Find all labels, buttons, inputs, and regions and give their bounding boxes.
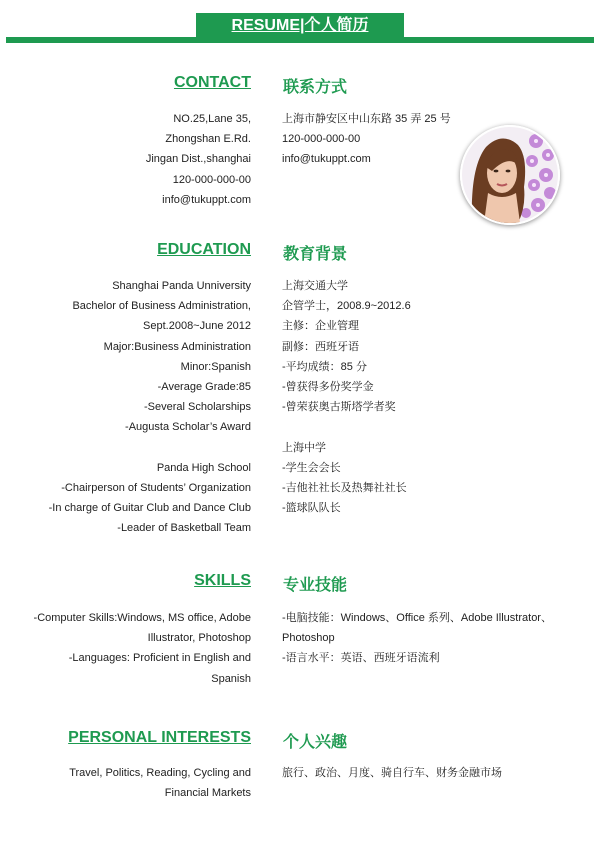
interests-en-line: Travel, Politics, Reading, Cycling and (69, 767, 251, 779)
education-cn-line: -平均成绩：85 分 (282, 360, 367, 373)
education-en-spacer (49, 438, 251, 458)
profile-photo (460, 125, 560, 225)
education-details-en (49, 276, 251, 539)
education-en-line: Shanghai Panda Unniversity (112, 280, 251, 292)
education-cn-line: -篮球队队长 (282, 502, 341, 515)
skills-en-line: -Languages: Proficient in English and (68, 652, 251, 665)
contact-address-line-3: Jingan Dist.,shanghai (145, 153, 251, 166)
contact-address-cn: 上海市静安区中山东路 35 弄 25 号 (282, 113, 451, 125)
contact-email-en: info@tukuppt.com (162, 193, 251, 206)
education-cn-line: -学生会会长 (282, 461, 341, 474)
contact-phone-en: 120-000-000-00 (172, 173, 251, 186)
skills-en-line: Illustrator, Photoshop (147, 632, 251, 645)
contact-heading-en: CONTACT (173, 74, 251, 91)
education-cn-line: 副修：西班牙语 (282, 340, 359, 353)
page-title: RESUME|个人简历 (196, 13, 404, 43)
education-en-line: Panda High School (156, 461, 251, 474)
education-cn-line: -曾获得多份奖学金 (282, 381, 374, 394)
education-cn-line: -曾荣获奥古斯塔学者奖 (282, 401, 396, 414)
skills-en-line: -Computer Skills:Windows, MS office, Adobe (33, 612, 251, 624)
skills-en-line: Spanish (211, 672, 251, 685)
education-en-line: -Average Grade:85 (157, 381, 251, 394)
education-en-line: -In charge of Guitar Club and Dance Club (48, 502, 251, 515)
contact-address-line-2: Zhongshan E.Rd. (165, 133, 251, 146)
skills-heading-en: SKILLS (194, 572, 251, 589)
interests-heading-en: PERSONAL INTERESTS (68, 729, 251, 746)
education-cn-spacer (282, 417, 411, 437)
skills-details-en (34, 608, 251, 689)
education-en-line: Minor:Spanish (180, 360, 251, 373)
education-cn-line: 上海中学 (282, 441, 326, 454)
interests-en-line: Financial Markets (164, 787, 251, 800)
education-en-line: -Several Scholarships (144, 401, 251, 414)
education-en-line: -Chairperson of Students’ Organization (61, 482, 251, 495)
contact-heading-cn: 联系方式 (283, 79, 348, 96)
interests-cn-line: 旅行、政治、月度、骑自行车、财务金融市场 (282, 767, 502, 779)
education-cn-line: 上海交通大学 (282, 280, 348, 292)
education-details-cn (282, 276, 411, 518)
contact-email-cn: info@tukuppt.com (282, 153, 371, 166)
education-cn-line: 主修：企业管理 (282, 320, 359, 333)
education-cn-line: -吉他社社长及热舞社社长 (282, 482, 407, 495)
contact-details-en (146, 109, 251, 210)
interests-details-cn (282, 763, 502, 783)
education-en-line: -Augusta Scholar’s Award (125, 421, 251, 434)
education-heading-cn: 教育背景 (283, 246, 348, 263)
education-en-line: Bachelor of Business Administration, (72, 300, 251, 313)
skills-details-cn (282, 608, 572, 669)
education-en-line: Major:Business Administration (103, 340, 251, 353)
computer-skills-cn: -电脑技能：Windows、Office 系列、Adobe Illustrator、Photoshop (282, 612, 552, 645)
education-cn-line: 企管学士，2008.9~2012.6 (282, 300, 411, 313)
interests-heading-cn: 个人兴趣 (283, 734, 348, 751)
contact-phone-cn: 120-000-000-00 (282, 133, 361, 146)
education-heading-en: EDUCATION (157, 241, 251, 258)
skills-heading-cn: 专业技能 (283, 577, 348, 594)
contact-address-line-1: NO.25,Lane 35, (173, 113, 251, 125)
interests-details-en (69, 763, 251, 803)
contact-details-cn (282, 109, 451, 170)
education-en-line: Sept.2008~June 2012 (143, 320, 251, 333)
language-skills-cn: -语言水平：英语、西班牙语流利 (282, 652, 440, 665)
education-en-line: -Leader of Basketball Team (117, 522, 251, 535)
